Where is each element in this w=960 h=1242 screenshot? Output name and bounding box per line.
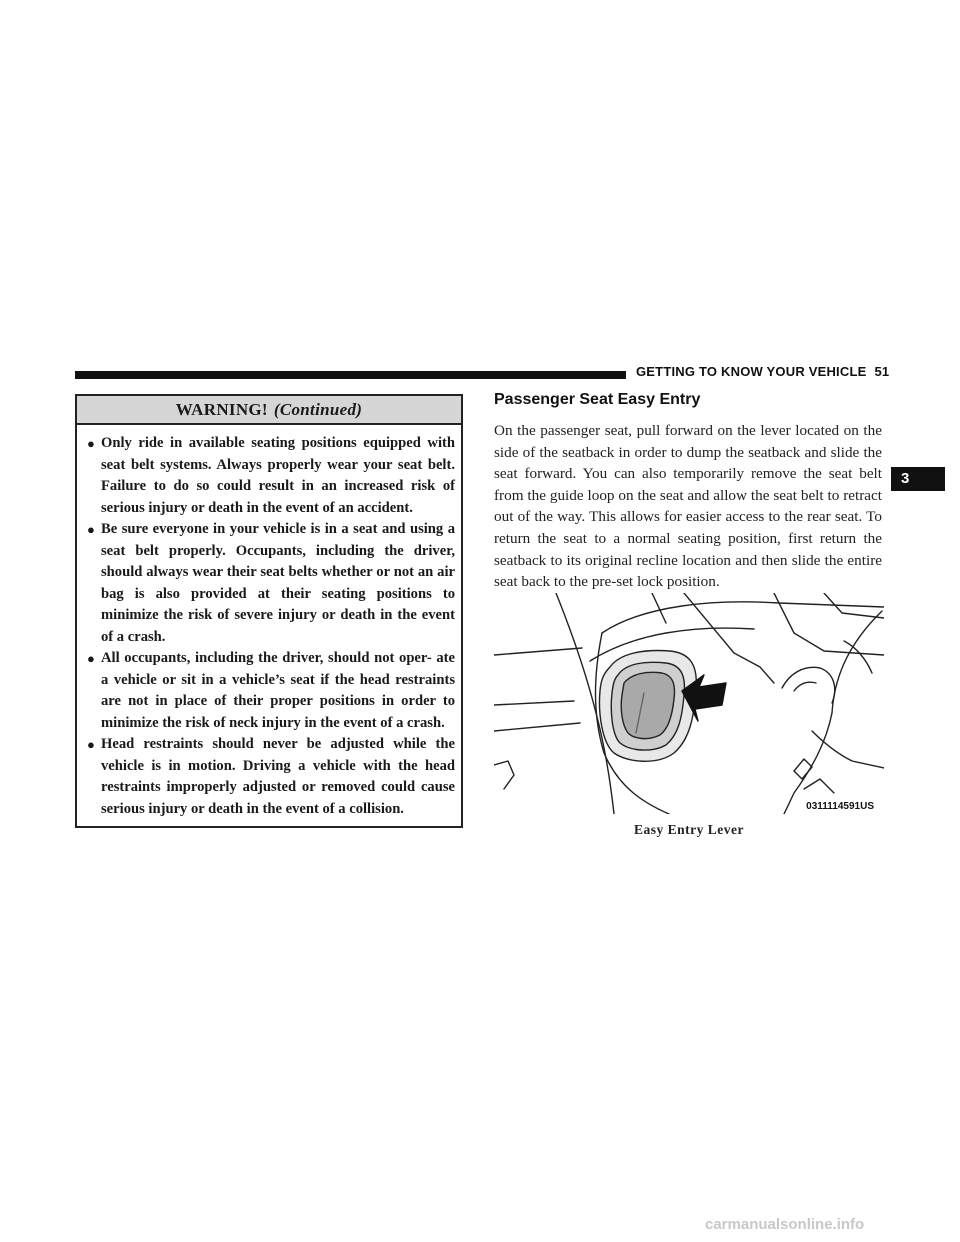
figure-caption: Easy Entry Lever: [634, 822, 744, 837]
warning-item: [85, 519, 455, 648]
page-number: 51: [874, 364, 890, 379]
running-header: [636, 364, 890, 379]
section-title: Passenger Seat Easy Entry: [494, 391, 701, 408]
warning-item-text: Head restraints should never be adjusted while the vehicle is in motion. Driving a vehicle with the head restraints improperly adjusted or removed could cause serious injury or death in the event of a collision.: [101, 736, 455, 817]
bullet-icon: ●: [87, 522, 95, 537]
warning-continued: (Continued): [273, 400, 363, 419]
watermark: carmanualsonline.info: [705, 1216, 865, 1233]
header-rule: [75, 371, 626, 379]
chapter-tab: 3: [891, 467, 945, 491]
figure-code: 0311114591US: [806, 801, 874, 812]
warning-item: [85, 648, 455, 734]
bullet-icon: ●: [87, 737, 95, 752]
warning-item-text: All occupants, including the driver, should not oper- ate a vehicle or sit in a vehicle’s seat if the head restraints are not in place of their proper positions in order to minimize the risk of neck injury in the event of a crash.: [101, 650, 455, 731]
bullet-icon: ●: [87, 651, 95, 666]
warning-list: [77, 425, 461, 820]
section-body: On the passenger seat, pull forward on the lever located on the side of the seatback in order to dump the seatback and slide the seat forward. You can also temporarily remove the seat belt from the guide loop on the seat and allow the seat belt to retract out of the way. This allows for easier access to the rear seat. To return the seat to a normal seating position, first return the seatback to its original recline location and then slide the entire seat back to the pre-set lock position.: [494, 422, 882, 591]
warning-header: [77, 396, 461, 425]
warning-item: [85, 734, 455, 820]
warning-item-text: Be sure everyone in your vehicle is in a seat and using a seat belt properly. Occupants, including the driver, should always wear their seat belts whether or not an air bag is also provided at their seating positions to minimize the risk of severe injury or death in the event of a crash.: [101, 521, 455, 645]
header-section: GETTING TO KNOW YOUR VEHICLE: [636, 364, 867, 379]
easy-entry-lever-illustration: [494, 593, 884, 814]
warning-box: [75, 394, 463, 828]
bullet-icon: ●: [87, 436, 95, 451]
warning-item-text: Only ride in available seating positions equipped with seat belt systems. Always properly wear your seat belt. Failure to do so could result in an increased risk of serious injury or death in the event of an accident.: [101, 435, 455, 516]
warning-item: [85, 433, 455, 519]
warning-title: WARNING!: [175, 400, 268, 419]
